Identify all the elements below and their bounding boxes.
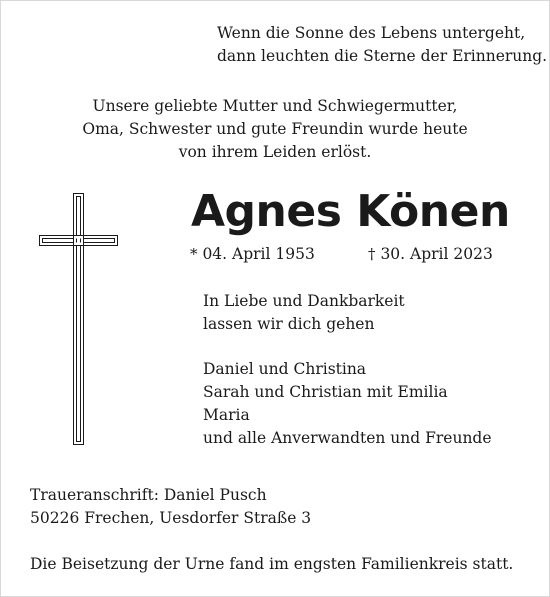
birth-star-icon: * [190,245,198,263]
birth-date: 04. April 1953 [202,245,315,263]
mourner-item: Daniel und Christina [203,360,367,378]
memorial-quote [217,22,547,68]
mourner-item: und alle Anverwandten und Freunde [203,429,492,447]
deceased-name: Agnes Könen [191,186,510,237]
farewell-line: In Liebe und Dankbarkeit [203,292,405,310]
quote-line: Wenn die Sonne des Lebens untergeht, [217,24,526,42]
intro-text [0,95,550,164]
quote-line: dann leuchten die Sterne der Erinnerung. [217,47,548,65]
mourner-item: Sarah und Christian mit Emilia [203,383,448,401]
mourning-address [30,484,311,530]
death-date: 30. April 2023 [380,245,493,263]
birth-date-line [190,243,315,266]
intro-line: Unsere geliebte Mutter und Schwiegermutter, [92,97,458,115]
mourner-item: Maria [203,406,250,424]
farewell-line: lassen wir dich gehen [203,315,375,333]
address-line: 50226 Frechen, Uesdorfer Straße 3 [30,509,312,527]
burial-note: Die Beisetzung der Urne fand im engsten Familienkreis statt. [30,555,514,573]
death-date-line [368,243,493,266]
address-line: Traueranschrift: Daniel Pusch [30,486,267,504]
intro-line: Oma, Schwester und gute Freundin wurde heute [82,120,468,138]
intro-line: von ihrem Leiden erlöst. [178,143,372,161]
farewell-text [203,290,405,336]
death-dagger-icon: † [368,245,376,263]
mourners-list [203,358,492,450]
